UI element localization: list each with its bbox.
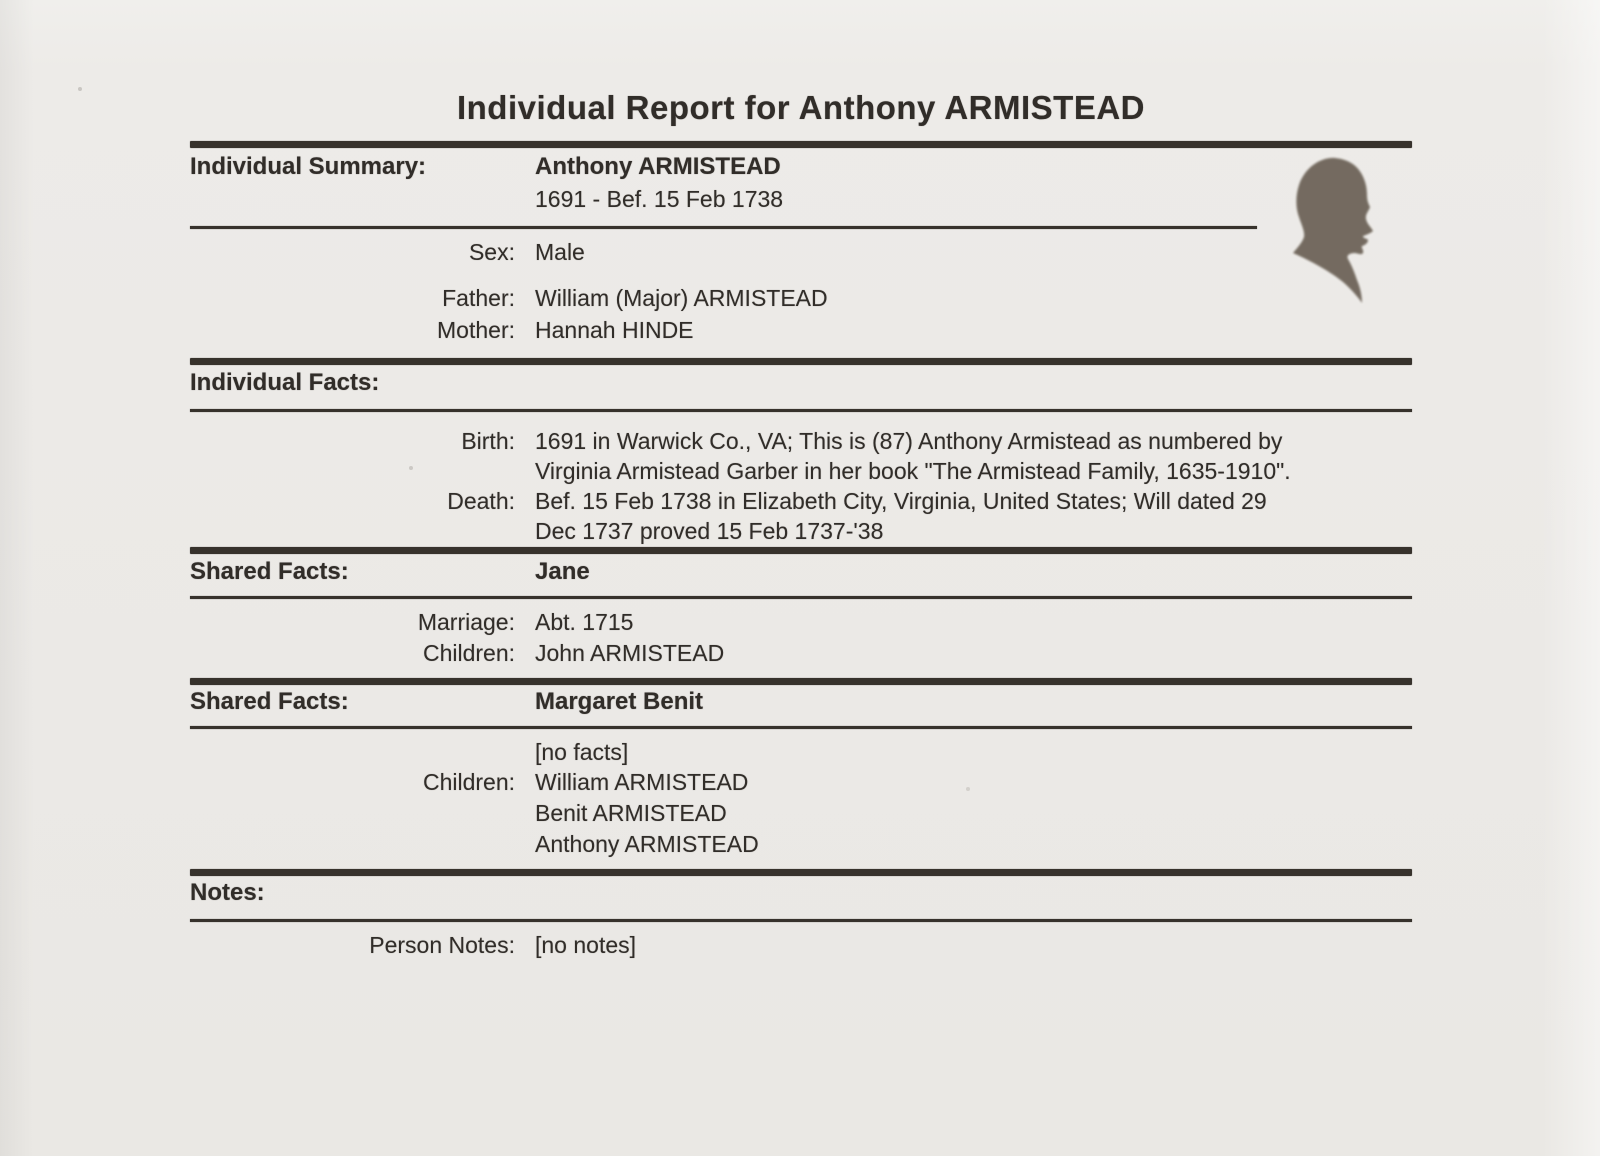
children-row <box>190 832 1412 856</box>
sex-value: Male <box>535 239 585 265</box>
children-row <box>190 770 1412 794</box>
death-value <box>535 486 1412 546</box>
sex-label: Sex: <box>468 239 515 265</box>
children-row <box>190 641 1412 665</box>
father-label: Father: <box>442 285 515 311</box>
death-value-line1: Bef. 15 Feb 1738 in Elizabeth City, Virginia, United States; Will dated 29 <box>535 488 1267 514</box>
marriage-value: Abt. 1715 <box>535 609 634 635</box>
children-row <box>190 801 1412 825</box>
person-notes-row <box>190 933 1412 957</box>
scan-speck <box>78 87 82 91</box>
death-value-line2: Dec 1737 proved 15 Feb 1737-'38 <box>535 518 884 544</box>
death-label: Death: <box>447 488 515 514</box>
no-facts-row <box>190 740 1412 764</box>
section-divider-heavy <box>190 358 1412 365</box>
birth-value <box>535 426 1412 486</box>
row-divider-thin <box>190 226 1257 229</box>
individual-facts-label: Individual Facts: <box>190 369 380 396</box>
section-divider-heavy <box>190 547 1412 554</box>
birth-label: Birth: <box>461 428 515 454</box>
person-notes-value: [no notes] <box>535 932 637 958</box>
individual-summary-label: Individual Summary: <box>190 153 427 180</box>
birth-value-line2: Virginia Armistead Garber in her book "The Armistead Family, 1635-1910". <box>535 458 1291 484</box>
children-label: Children: <box>422 769 515 795</box>
individual-summary-header <box>190 153 1412 180</box>
shared-facts-1-label: Shared Facts: <box>190 558 349 585</box>
section-divider-heavy <box>190 678 1412 685</box>
row-divider-thin <box>190 726 1412 729</box>
notes-header <box>190 879 1412 906</box>
birth-row <box>190 426 1412 486</box>
mother-row <box>190 318 1412 342</box>
notes-label: Notes: <box>190 879 265 906</box>
marriage-label: Marriage: <box>417 609 515 635</box>
row-divider-thin <box>190 919 1412 922</box>
father-value: William (Major) ARMISTEAD <box>535 285 828 311</box>
birth-value-line1: 1691 in Warwick Co., VA; This is (87) Anthony Armistead as numbered by <box>535 428 1283 454</box>
mother-label: Mother: <box>437 317 515 343</box>
no-facts-value: [no facts] <box>535 739 629 765</box>
sex-row <box>190 240 1412 264</box>
shared-facts-2-header <box>190 688 1412 715</box>
marriage-row <box>190 610 1412 634</box>
spouse-2-name: Margaret Benit <box>535 688 704 715</box>
child-name: William ARMISTEAD <box>535 769 749 795</box>
male-profile-silhouette-icon <box>1289 154 1379 306</box>
report-content <box>190 0 1412 957</box>
person-notes-label: Person Notes: <box>369 932 515 958</box>
individual-facts-header <box>190 369 1412 396</box>
summary-lifespan-row <box>190 186 1412 212</box>
summary-lifespan: 1691 - Bef. 15 Feb 1738 <box>535 186 784 212</box>
shared-facts-1-header <box>190 558 1412 585</box>
section-divider-heavy <box>190 869 1412 876</box>
section-divider-heavy <box>190 141 1412 148</box>
mother-value: Hannah HINDE <box>535 317 694 343</box>
scan-speck <box>409 466 413 470</box>
father-row <box>190 286 1412 310</box>
child-name: John ARMISTEAD <box>535 640 725 666</box>
shared-facts-2-label: Shared Facts: <box>190 688 349 715</box>
death-row <box>190 486 1412 546</box>
spouse-1-name: Jane <box>535 558 590 585</box>
children-label: Children: <box>422 640 515 666</box>
row-divider-thin <box>190 409 1412 412</box>
child-name: Anthony ARMISTEAD <box>535 831 759 857</box>
page-title: Individual Report for Anthony ARMISTEAD <box>456 89 1146 126</box>
child-name: Benit ARMISTEAD <box>535 800 727 826</box>
row-divider-thin <box>190 596 1412 599</box>
scan-speck <box>966 787 970 791</box>
summary-person-name: Anthony ARMISTEAD <box>535 153 781 180</box>
